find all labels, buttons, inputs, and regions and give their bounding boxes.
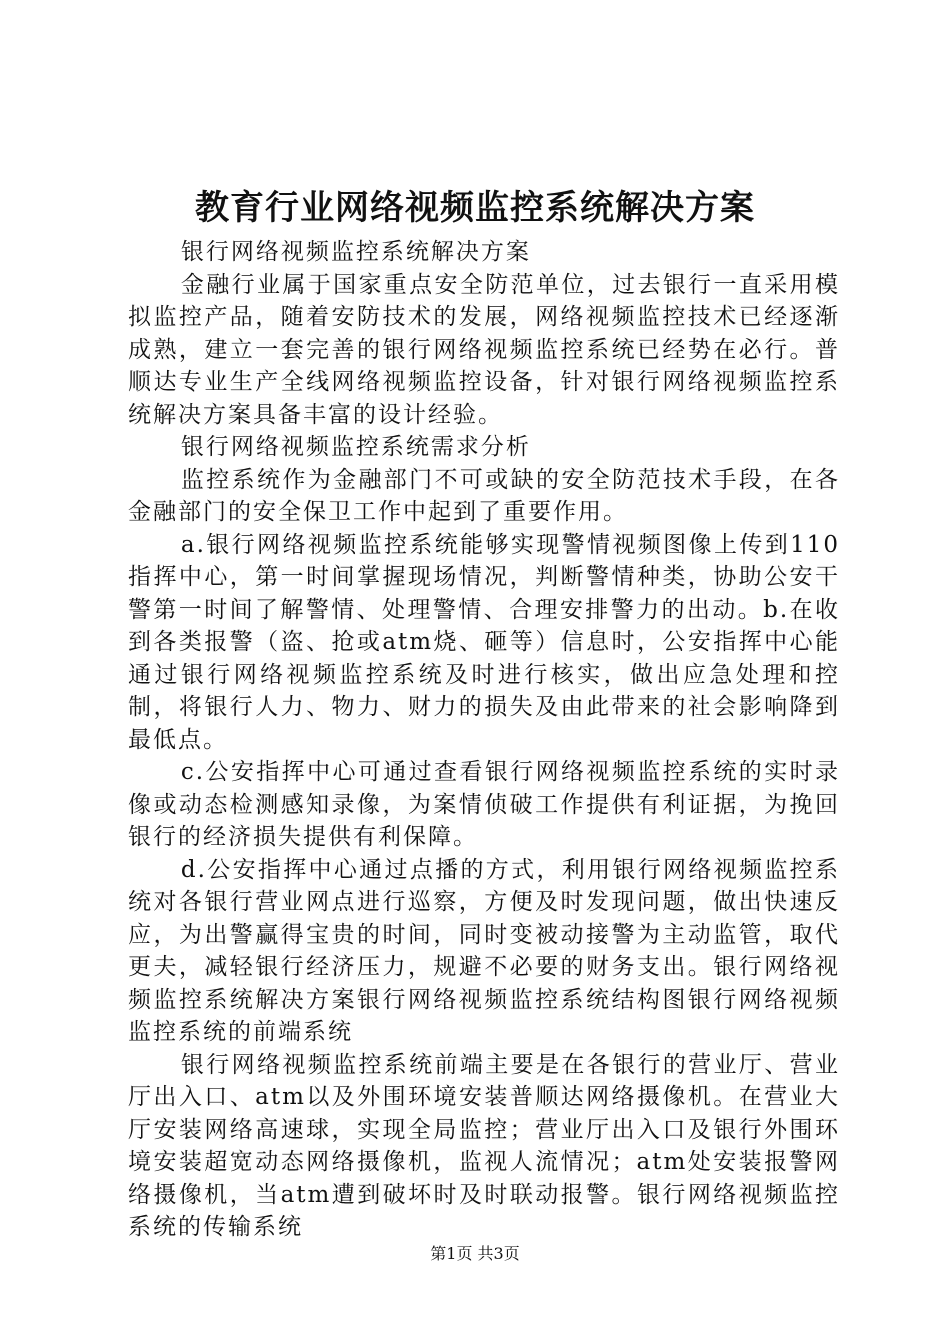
paragraph-2: 金融行业属于国家重点安全防范单位，过去银行一直采用模拟监控产品，随着安防技术的发展，网络视频监控技术已经逐渐成熟，建立一套完善的银行网络视频监控系统已经势在必行。普顺达专业生产全线网络视频监控设备，针对银行网络视频监控系统解决方案具备丰富的设计经验。 [128, 271, 840, 428]
paragraph-6: c.公安指挥中心可通过查看银行网络视频监控系统的实时录像或动态检测感知录像，为案情侦破工作提供有利证据，为挽回银行的经济损失提供有利保障。 [128, 759, 840, 850]
paragraph-7: d.公安指挥中心通过点播的方式，利用银行网络视频监控系统对各银行营业网点进行巡察，方便及时发现问题，做出快速反应，为出警赢得宝贵的时间，同时变被动接警为主动监管，取代更夫，减轻银行经济压力，规避不必要的财务支出。银行网络视频监控系统解决方案银行网络视频监控系统结构图银行网络视频监控系统的前端系统 [128, 856, 840, 1045]
paragraph-8: 银行网络视频监控系统前端主要是在各银行的营业厅、营业厅出入口、atm以及外围环境安装普顺达网络摄像机。在营业大厅安装网络高速球，实现全局监控；营业厅出入口及银行外围环境安装超宽动态网络摄像机，监视人流情况；atm处安装报警网络摄像机，当atm遭到破坏时及时联动报警。银行网络视频监控系统的传输系统 [128, 1051, 840, 1240]
paragraph-5: a.银行网络视频监控系统能够实现警情视频图像上传到110指挥中心，第一时间掌握现场情况，判断警情种类，协助公安干警第一时间了解警情、处理警情、合理安排警力的出动。b.在收到各类报警（盗、抢或atm烧、砸等）信息时，公安指挥中心能通过银行网络视频监控系统及时进行核实，做出应急处理和控制，将银行人力、物力、财力的损失及由此带来的社会影响降到最低点。 [128, 531, 840, 753]
page-footer: 第1页 共3页 [430, 1244, 520, 1263]
document-title: 教育行业网络视频监控系统解决方案 [195, 188, 755, 228]
paragraph-4: 监控系统作为金融部门不可或缺的安全防范技术手段，在各金融部门的安全保卫工作中起到了重要作用。 [128, 466, 840, 525]
document-body [128, 236, 840, 1244]
paragraph-3: 银行网络视频监控系统需求分析 [180, 434, 531, 460]
paragraph-1: 银行网络视频监控系统解决方案 [180, 239, 531, 265]
